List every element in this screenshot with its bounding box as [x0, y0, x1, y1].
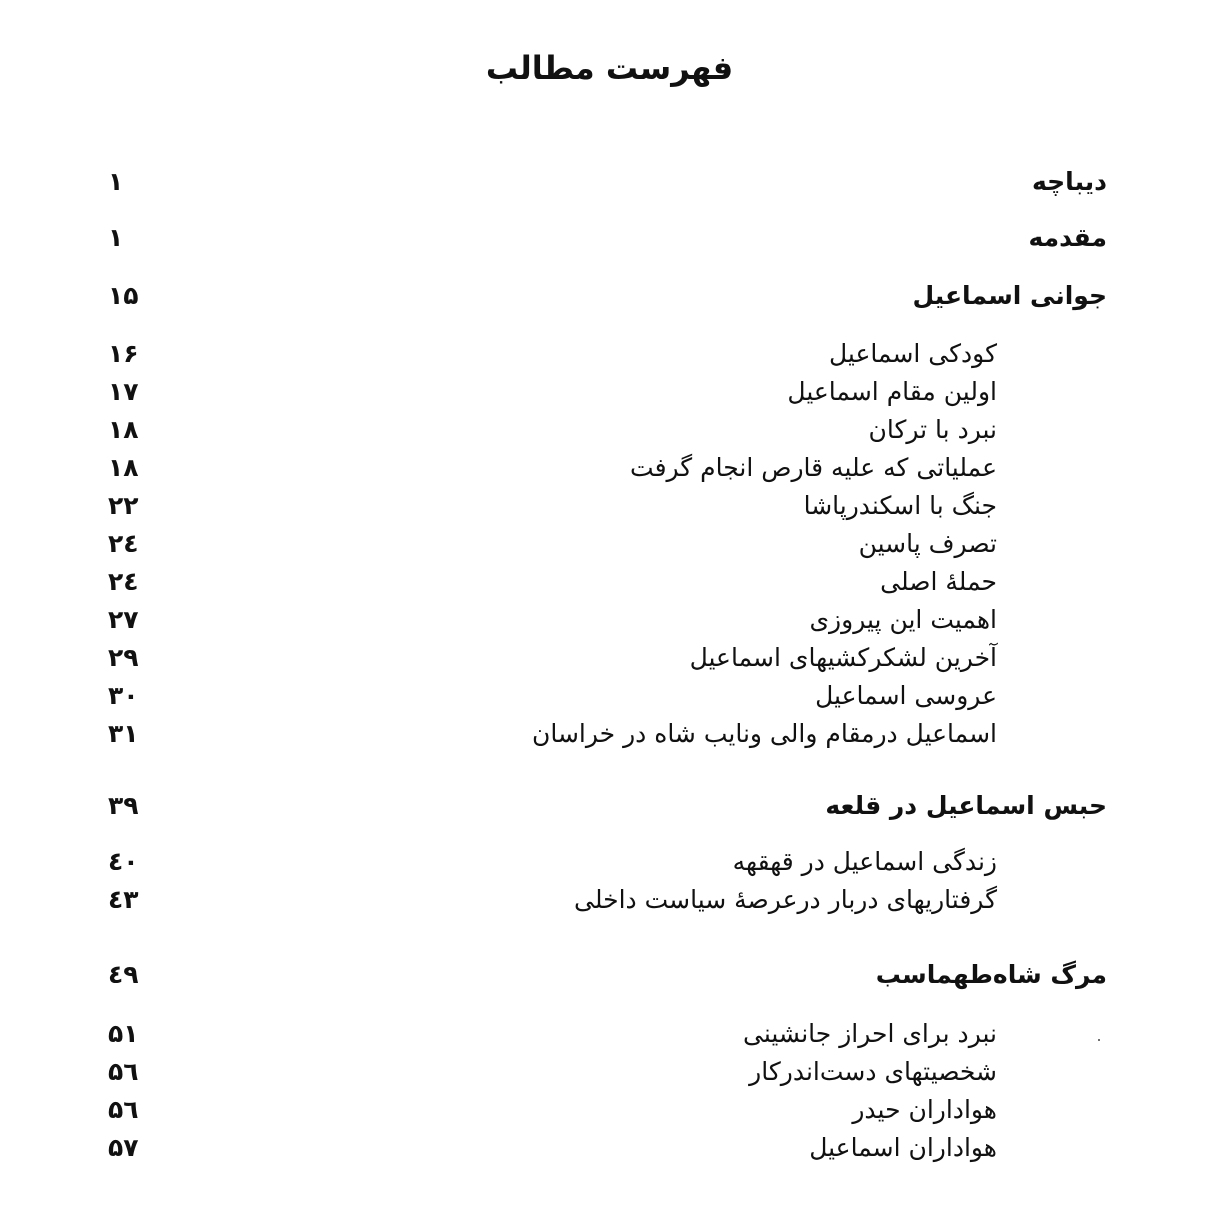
- chapter-title: جوانی اسماعیل: [912, 281, 1107, 310]
- section-title: تصرف پاسین: [858, 529, 997, 558]
- toc-chapter-row: [0, 218, 1219, 258]
- section-title: شخصیتهای دست‌اندرکار: [749, 1057, 997, 1086]
- section-title: اولین مقام اسماعیل: [787, 377, 997, 406]
- toc-section-row: [0, 638, 1219, 678]
- section-title: گرفتاریهای دربار درعرصهٔ سیاست داخلی: [574, 885, 997, 914]
- toc-chapter-row: [0, 276, 1219, 316]
- section-title: آخرین لشکرکشیهای اسماعیل: [689, 643, 997, 672]
- toc-section-row: [0, 1090, 1219, 1130]
- toc-section-row: [0, 334, 1219, 374]
- page-number: ۱۷: [108, 377, 139, 406]
- toc-chapter-row: [0, 955, 1219, 995]
- scan-speck: [1098, 1039, 1100, 1041]
- page-number: ٤۳: [108, 885, 139, 914]
- page-number: ۵۷: [108, 1133, 139, 1162]
- toc-section-row: [0, 1014, 1219, 1054]
- page-number: ۵۱: [108, 1019, 139, 1048]
- page-number: ۱۸: [108, 453, 139, 482]
- toc-chapter-row: [0, 162, 1219, 202]
- page-number: ۳۹: [108, 791, 139, 820]
- toc-section-row: [0, 486, 1219, 526]
- section-title: نبرد با ترکان: [868, 415, 997, 444]
- section-title: عروسی اسماعیل: [815, 681, 997, 710]
- page-number: ۵٦: [108, 1095, 139, 1124]
- toc-chapter-row: [0, 786, 1219, 826]
- toc-section-row: [0, 676, 1219, 716]
- page-number: ٤۹: [108, 960, 139, 989]
- chapter-title: مقدمه: [1028, 223, 1107, 252]
- page-number: ۲٤: [108, 567, 139, 596]
- toc-section-row: [0, 410, 1219, 450]
- toc-section-row: [0, 880, 1219, 920]
- chapter-title: دیباچه: [1032, 167, 1107, 196]
- page-number: ٤۰: [108, 847, 139, 876]
- toc-section-row: [0, 372, 1219, 412]
- page-number: ۱: [108, 167, 124, 196]
- toc-section-row: [0, 600, 1219, 640]
- chapter-title: مرگ شاه‌طهماسب: [875, 960, 1107, 989]
- page-number: ۱۶: [108, 339, 139, 368]
- section-title: هواداران حیدر: [852, 1095, 997, 1124]
- page-number: ۱: [108, 223, 124, 252]
- toc-section-row: [0, 562, 1219, 602]
- section-title: اسماعیل درمقام والی ونایب شاه در خراسان: [532, 719, 997, 748]
- page-title: فهرست مطالب: [485, 49, 734, 87]
- page-number: ۲٤: [108, 529, 139, 558]
- page-number: ۳۱: [108, 719, 139, 748]
- page-number: ۲۷: [108, 605, 139, 634]
- section-title: عملیاتی که علیه قارص انجام گرفت: [630, 453, 997, 482]
- page-number: ۲۹: [108, 643, 139, 672]
- chapter-title: حبس اسماعیل در قلعه: [825, 791, 1107, 820]
- section-title: اهمیت این پیروزی: [809, 605, 997, 634]
- toc-section-row: [0, 524, 1219, 564]
- page-number: ۵٦: [108, 1057, 139, 1086]
- section-title: حملهٔ اصلی: [880, 567, 997, 596]
- toc-section-row: [0, 1128, 1219, 1168]
- section-title: هواداران اسماعیل: [809, 1133, 997, 1162]
- page-number: ۱۵: [108, 281, 139, 310]
- toc-section-row: [0, 1052, 1219, 1092]
- page-number: ۱۸: [108, 415, 139, 444]
- section-title: کودکی اسماعیل: [829, 339, 997, 368]
- toc-section-row: [0, 714, 1219, 754]
- section-title: زندگی اسماعیل در قهقهه: [732, 847, 997, 876]
- toc-section-row: [0, 448, 1219, 488]
- page-number: ۲۲: [108, 491, 139, 520]
- section-title: جنگ با اسکندرپاشا: [803, 491, 997, 520]
- toc-section-row: [0, 842, 1219, 882]
- section-title: نبرد برای احراز جانشینی: [742, 1019, 997, 1048]
- page-number: ۳۰: [108, 681, 139, 710]
